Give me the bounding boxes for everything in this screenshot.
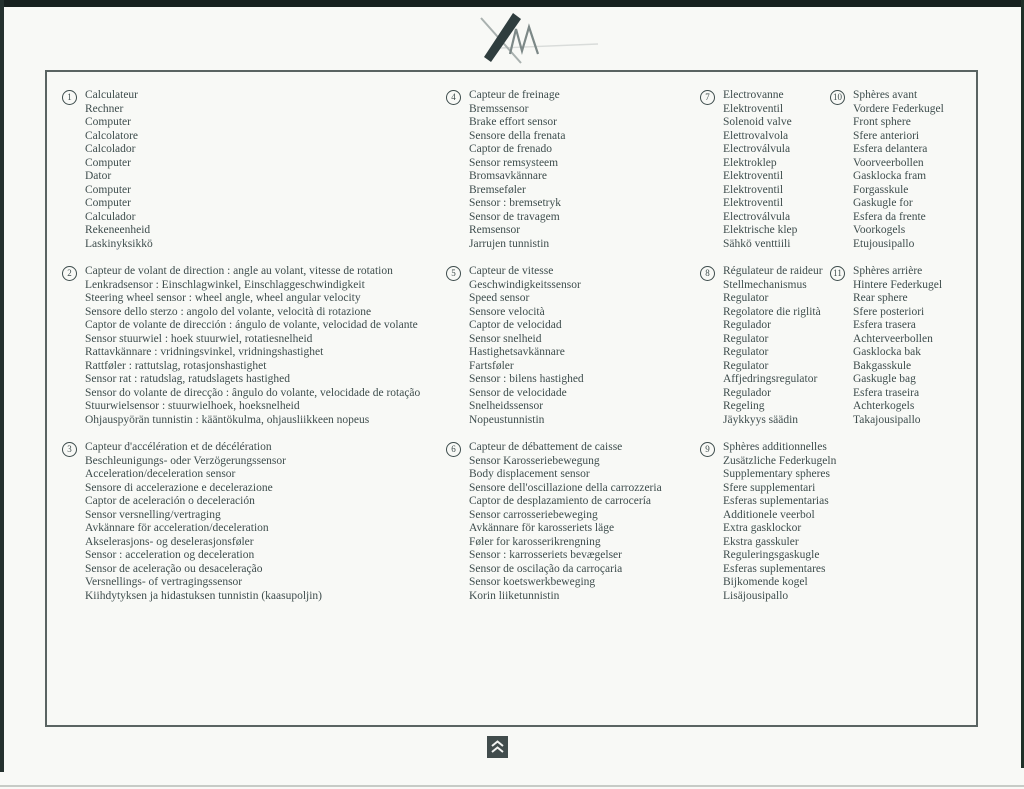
term-line: Laskinyksikkö	[85, 237, 153, 250]
term-line: Vordere Federkugel	[853, 102, 944, 115]
item-number-badge: 11	[830, 266, 845, 281]
term-line: Esfera da frente	[853, 210, 926, 223]
term-line: Sensor koetswerkbeweging	[469, 576, 596, 588]
term-line: Etujousipallo	[853, 237, 915, 250]
term-line: Beschleunigungs- oder Verzögerungssensor	[85, 454, 286, 467]
term-line: Captor de desplazamiento de carrocería	[469, 495, 651, 507]
term-line: Sensor : bremsetryk	[469, 197, 561, 209]
term-line: Calcolador	[85, 143, 136, 155]
term-line: Brake effort sensor	[469, 116, 557, 128]
term-line: Nopeustunnistin	[469, 413, 545, 426]
term-line: Regulator	[723, 346, 769, 358]
term-line: Sphères avant	[853, 89, 918, 101]
term-line: Elektroklep	[723, 156, 777, 169]
term-line: Esfera traseira	[853, 386, 920, 399]
term-line: Elektrische klep	[723, 224, 798, 236]
term-line: Sähkö venttiili	[723, 237, 791, 250]
term-line: Additionele veerbol	[723, 508, 815, 521]
term-line: Calcolatore	[85, 129, 139, 142]
term-line: Voorveerbollen	[853, 156, 924, 169]
term-line: Front sphere	[853, 116, 911, 128]
term-line: Rekeneenheid	[85, 224, 151, 236]
term-line: Sensor : acceleration og deceleration	[85, 549, 255, 561]
term-line: Gaskugle bag	[853, 373, 916, 385]
term-line: Lisäjousipallo	[723, 589, 789, 602]
term-line: Takajousipallo	[853, 413, 921, 426]
term-line: Gasklocka fram	[853, 170, 927, 182]
term-line: Elektroventil	[723, 170, 784, 182]
term-line: Ohjauspyörän tunnistin : kääntökulma, ohjausliikkeen nopeus	[85, 413, 370, 426]
term-line: Capteur de freinage	[469, 89, 560, 101]
term-line: Achterkogels	[853, 400, 915, 412]
term-line: Avkännare för acceleration/deceleration	[85, 522, 269, 534]
term-line: Elektroventil	[723, 102, 784, 115]
term-line: Supplementary spheres	[723, 468, 830, 480]
term-line: Sensore della frenata	[469, 129, 566, 142]
term-line: Sensor snelheid	[469, 332, 542, 345]
term-line: Sensor do volante de direcção : ângulo do volante, velocidade de rotação	[85, 386, 421, 399]
term-line: Reguleringsgaskugle	[723, 549, 820, 561]
term-line: Korin liiketunnistin	[469, 589, 560, 602]
term-line: Sfere posteriori	[853, 305, 925, 318]
term-line: Forgasskule	[853, 183, 909, 196]
term-line: Stuurwielsensor : stuurwielhoek, hoeksnelheid	[85, 400, 300, 412]
term-line: Electroválvula	[723, 210, 791, 223]
term-line: Affjedringsregulator	[723, 373, 818, 385]
item-number-badge: 6	[446, 442, 461, 457]
term-list	[469, 265, 584, 427]
term-line: Snelheidssensor	[469, 400, 544, 412]
item-number-badge: 3	[62, 442, 77, 457]
term-line: Jäykkyys säädin	[723, 413, 799, 426]
term-line: Dator	[85, 170, 112, 182]
term-line: Sensor : karrosseriets bevægelser	[469, 549, 622, 561]
term-line: Elektroventil	[723, 197, 784, 209]
term-line: Regulador	[723, 319, 771, 331]
term-line: Gaskugle for	[853, 197, 913, 209]
term-line: Sfere supplementari	[723, 481, 816, 494]
term-line: Regeling	[723, 400, 765, 412]
term-line: Hintere Federkugel	[853, 278, 943, 291]
item-number-badge: 5	[446, 266, 461, 281]
term-line: Computer	[85, 183, 131, 196]
term-line: Extra gasklockor	[723, 522, 802, 534]
term-line: Kiihdytyksen ja hidastuksen tunnistin (kaasupoljin)	[85, 589, 323, 602]
term-line: Akselerasjons- og deselerasjonsføler	[85, 535, 254, 548]
term-line: Sensor de aceleração ou desaceleração	[85, 562, 263, 575]
item-number-badge: 4	[446, 90, 461, 105]
term-line: Sensor de travagem	[469, 210, 560, 223]
term-line: Calculateur	[85, 89, 139, 101]
term-list	[469, 441, 662, 603]
term-list	[85, 265, 420, 427]
term-list	[85, 89, 153, 251]
term-line: Acceleration/deceleration sensor	[85, 468, 236, 480]
term-line: Voorkogels	[853, 224, 906, 236]
term-line: Computer	[85, 197, 131, 209]
term-line: Føler for karosserikrengning	[469, 535, 601, 548]
xm-logo-icon	[450, 4, 610, 68]
glossary-section-2	[62, 265, 420, 427]
term-line: Capteur de débattement de caisse	[469, 441, 623, 453]
term-line: Avkännare för karosseriets läge	[469, 522, 615, 534]
term-line: Lenkradsensor : Einschlagwinkel, Einschlaggeschwindigkeit	[85, 278, 365, 291]
term-line: Capteur de volant de direction : angle au volant, vitesse de rotation	[85, 265, 393, 277]
term-line: Regulador	[723, 386, 771, 399]
term-line: Rechner	[85, 102, 124, 115]
glossary-section-3	[62, 441, 322, 603]
term-line: Solenoid valve	[723, 116, 792, 128]
term-line: Achterveerbollen	[853, 332, 933, 345]
item-number-badge: 1	[62, 90, 77, 105]
glossary-section-9	[700, 441, 836, 603]
term-line: Captor de velocidad	[469, 319, 562, 331]
term-line: Regolatore die riglità	[723, 305, 821, 318]
glossary-section-11	[830, 265, 942, 427]
glossary-section-1	[62, 89, 153, 251]
term-line: Régulateur de raideur	[723, 265, 823, 277]
item-number-badge: 7	[700, 90, 715, 105]
term-line: Sensor stuurwiel : hoek stuurwiel, rotatiesnelheid	[85, 332, 313, 345]
term-line: Versnellings- of vertragingssensor	[85, 576, 243, 588]
term-line: Rattavkännare : vridningsvinkel, vridningshastighet	[85, 346, 324, 358]
glossary-section-4	[446, 89, 565, 251]
term-line: Esfera trasera	[853, 319, 916, 331]
term-line: Capteur de vitesse	[469, 265, 554, 277]
term-line: Sensore dell'oscillazione della carrozzeria	[469, 481, 662, 494]
glossary-section-6	[446, 441, 662, 603]
term-line: Sphères arrière	[853, 265, 923, 277]
term-line: Elektroventil	[723, 183, 784, 196]
term-line: Sensor de oscilação da carroçaria	[469, 562, 623, 575]
item-number-badge: 2	[62, 266, 77, 281]
term-line: Elettrovalvola	[723, 129, 789, 142]
term-line: Rear sphere	[853, 292, 908, 304]
glossary-section-10	[830, 89, 944, 251]
item-number-badge: 8	[700, 266, 715, 281]
scan-edge-left	[0, 0, 4, 772]
term-line: Captor de frenado	[469, 143, 553, 155]
term-line: Zusätzliche Federkugeln	[723, 454, 837, 467]
term-line: Computer	[85, 156, 131, 169]
term-list	[723, 89, 797, 251]
term-line: Esfera delantera	[853, 143, 928, 155]
item-number-badge: 10	[830, 90, 845, 105]
term-line: Bremseføler	[469, 183, 526, 196]
term-line: Rattføler : rattutslag, rotasjonshastighet	[85, 359, 267, 372]
term-line: Hastighetsavkännare	[469, 346, 565, 358]
term-line: Speed sensor	[469, 292, 530, 304]
term-line: Ekstra gasskuler	[723, 535, 799, 548]
term-line: Sensor rat : ratudslag, ratudslagets hastighed	[85, 373, 291, 385]
glossary-section-8	[700, 265, 823, 427]
term-line: Steering wheel sensor : wheel angle, wheel angular velocity	[85, 292, 361, 304]
term-line: Regulator	[723, 359, 769, 372]
term-line: Fartsføler	[469, 359, 514, 372]
term-line: Electrovanne	[723, 89, 784, 101]
term-line: Sensor versnelling/vertraging	[85, 508, 221, 521]
term-line: Calculador	[85, 210, 136, 223]
term-line: Jarrujen tunnistin	[469, 237, 550, 250]
glossary-section-7	[700, 89, 797, 251]
term-line: Captor de volante de dirección : ángulo de volante, velocidad de volante	[85, 319, 418, 331]
term-line: Sensor remsysteem	[469, 156, 559, 169]
term-list	[469, 89, 565, 251]
term-list	[723, 265, 823, 427]
term-line: Bremssensor	[469, 102, 529, 115]
term-line: Regulator	[723, 332, 769, 345]
term-line: Sfere anteriori	[853, 129, 920, 142]
citroen-double-chevron-icon	[487, 736, 508, 758]
term-line: Gasklocka bak	[853, 346, 922, 358]
term-list	[853, 265, 942, 427]
term-line: Sensor de velocidade	[469, 386, 567, 399]
term-line: Regulator	[723, 292, 769, 304]
term-line: Bijkomende kogel	[723, 576, 808, 588]
term-line: Sensore dello sterzo : angolo del volante, velocità di rotazione	[85, 305, 372, 318]
term-line: Sensore velocità	[469, 305, 545, 318]
term-line: Sensor carrosseriebeweging	[469, 508, 598, 521]
term-line: Capteur d'accélération et de décélération	[85, 441, 272, 453]
term-line: Sphères additionnelles	[723, 441, 827, 453]
term-line: Stellmechanismus	[723, 278, 807, 291]
term-list	[723, 441, 836, 603]
item-number-badge: 9	[700, 442, 715, 457]
term-line: Sensor : bilens hastighed	[469, 373, 584, 385]
term-line: Captor de aceleración o deceleración	[85, 495, 255, 507]
term-line: Bakgasskule	[853, 359, 912, 372]
term-line: Esferas suplementarias	[723, 495, 829, 507]
term-list	[853, 89, 944, 251]
term-list	[85, 441, 322, 603]
term-line: Esferas suplementares	[723, 562, 826, 575]
term-line: Geschwindigkeitssensor	[469, 278, 581, 291]
scan-edge-bottom	[0, 785, 1024, 787]
term-line: Electroválvula	[723, 143, 791, 155]
glossary-section-5	[446, 265, 584, 427]
term-line: Sensore di accelerazione e decelerazione	[85, 481, 273, 494]
term-line: Computer	[85, 116, 131, 128]
term-line: Body displacement sensor	[469, 468, 590, 480]
term-line: Remsensor	[469, 224, 521, 236]
term-line: Sensor Karosseriebewegung	[469, 454, 600, 467]
term-line: Bromsavkännare	[469, 170, 547, 182]
